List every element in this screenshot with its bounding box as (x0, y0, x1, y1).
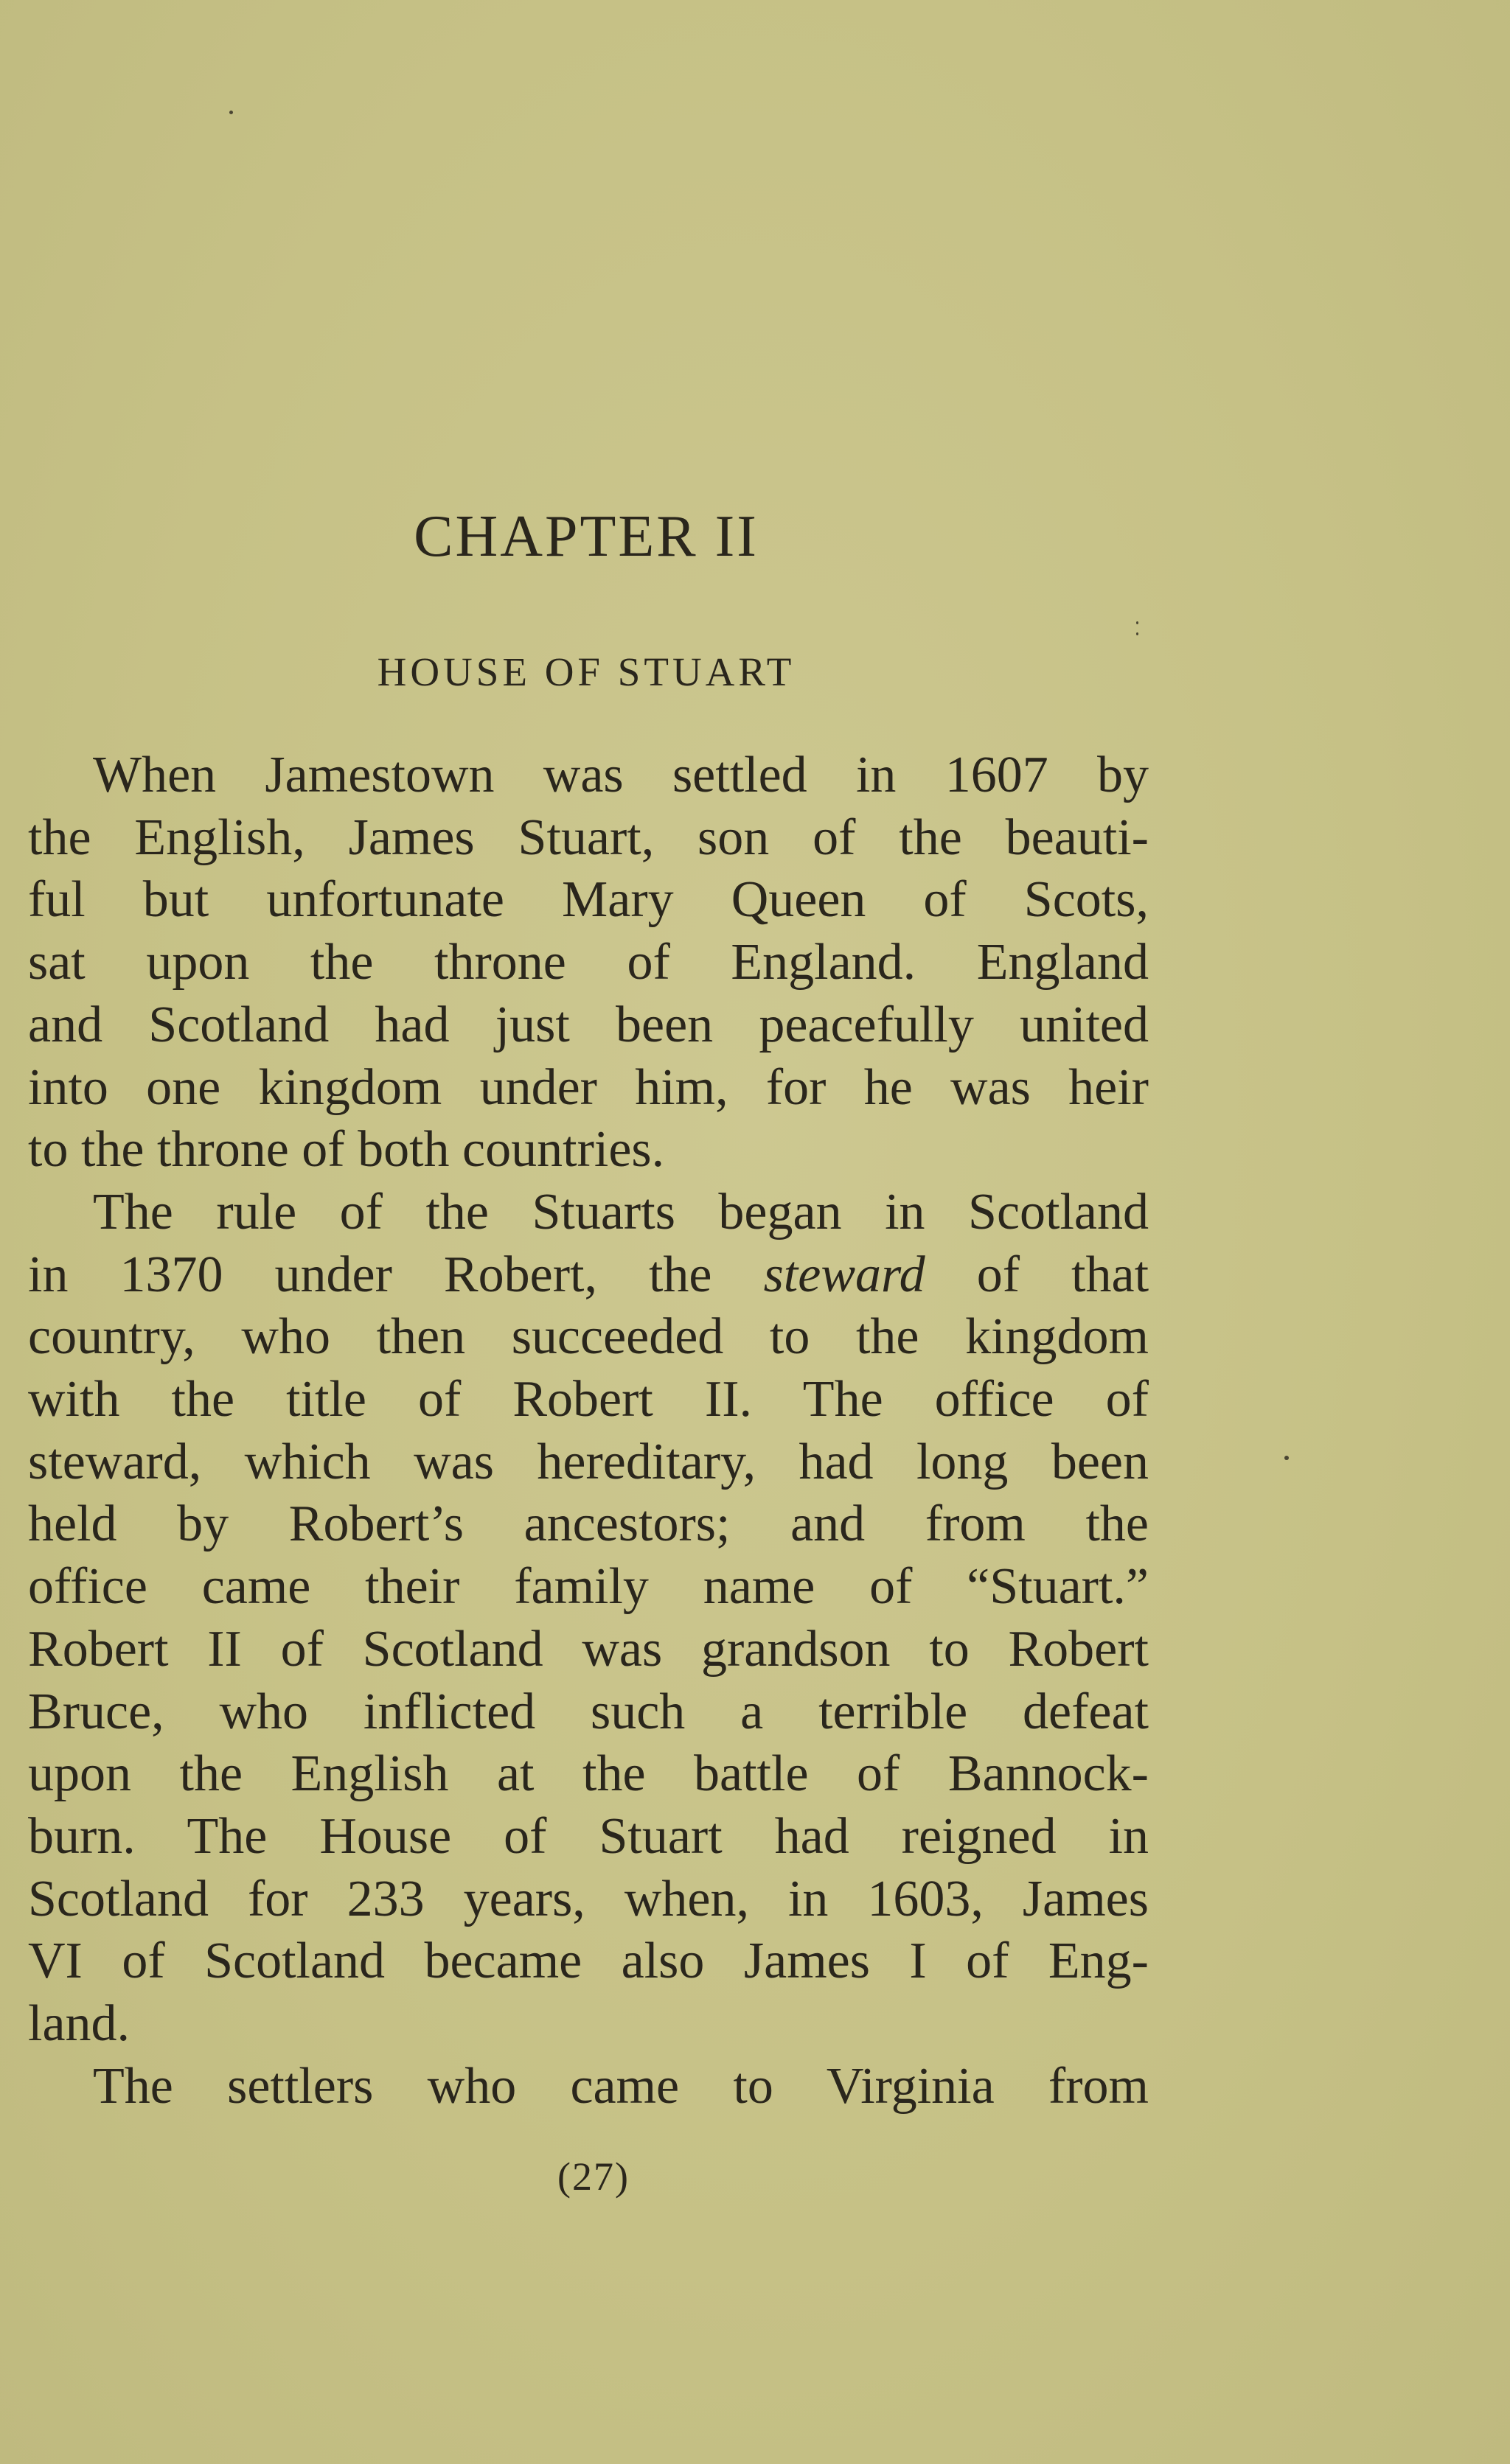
page-number: (27) (557, 2154, 630, 2199)
text-line: upon the English at the battle of Bannock- (28, 1745, 1149, 1803)
text-line: office came their family name of “Stuart.” (28, 1558, 1149, 1616)
chapter-heading: CHAPTER II (414, 504, 759, 569)
text-line: ful but unfortunate Mary Queen of Scots, (28, 871, 1149, 929)
body-text (28, 744, 1149, 2118)
text-line: sat upon the throne of England. England (28, 934, 1149, 991)
text-line: land. (28, 1995, 131, 2053)
text-line: The rule of the Stuarts began in Scotland (93, 1183, 1149, 1240)
text-line: and Scotland had just been peacefully united (28, 996, 1149, 1053)
text-line: Scotland for 233 years, when, in 1603, James (28, 1870, 1149, 1927)
text-line: Robert II of Scotland was grandson to Robert (28, 1620, 1149, 1678)
ink-speck (1284, 1456, 1289, 1460)
text-line: The settlers who came to Virginia from (93, 2057, 1149, 2115)
text-segment: of that (976, 1246, 1149, 1303)
text-line: burn. The House of Stuart had reigned in (28, 1807, 1149, 1865)
text-line: into one kingdom under him, for he was heir (28, 1058, 1149, 1116)
text-segment: in 1370 under Robert, the (28, 1246, 712, 1303)
ink-speck (1136, 621, 1138, 624)
text-line: the English, James Stuart, son of the beauti- (28, 809, 1149, 866)
text-line: steward, which was hereditary, had long been (28, 1433, 1149, 1490)
text-line: with the title of Robert II. The office of (28, 1371, 1149, 1428)
text-line: held by Robert’s ancestors; and from the (28, 1495, 1149, 1553)
text-line: Bruce, who inflicted such a terrible defeat (28, 1683, 1149, 1740)
text-line: When Jamestown was settled in 1607 by (93, 747, 1149, 803)
ink-speck (1136, 632, 1138, 635)
text-line: to the throne of both countries. (28, 1121, 665, 1179)
italic-word: steward (763, 1246, 925, 1303)
ink-speck (229, 111, 233, 114)
text-line: VI of Scotland became also James I of Eng- (28, 1933, 1149, 1990)
section-heading: HOUSE OF STUART (377, 649, 796, 694)
text-line: country, who then succeeded to the kingdom (28, 1308, 1149, 1366)
text-line (28, 1244, 1149, 1307)
